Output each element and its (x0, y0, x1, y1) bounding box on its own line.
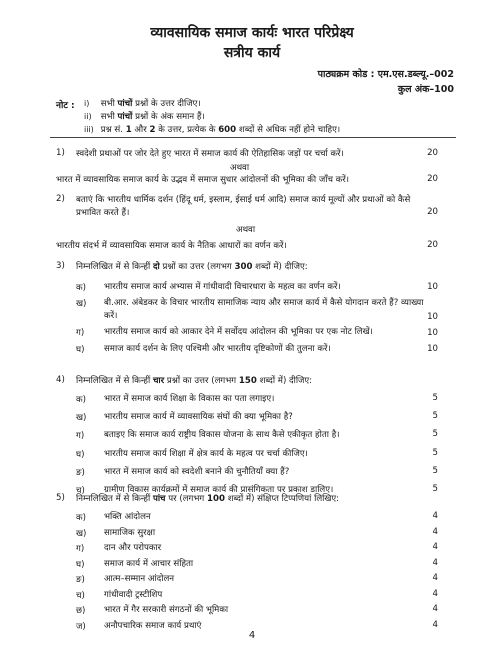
sub-question-marks: 4 (432, 604, 438, 614)
course-code: पाठ्यक्रम कोड : एम.एस.डब्ल्यू.–002 (317, 69, 454, 80)
sub-question-label: ख) (76, 413, 87, 424)
sub-question-label: ङ) (76, 467, 85, 478)
question-text: प्रभावित करते हैं। (76, 208, 130, 218)
sub-question-text: भारतीय समाज कार्य में व्यावसायिक संघों की क्या भूमिका है? (104, 412, 293, 423)
sub-question-text: भारत में गैर सरकारी संगठनों की भूमिका (104, 605, 229, 615)
question-number: 2) (56, 194, 65, 204)
question-instruction: निम्नलिखित में से किन्हीं चार प्रश्नों का उत्तर (लगभग 150 शब्दों में) दीजिए: (76, 376, 313, 386)
sub-question-marks: 5 (432, 484, 438, 494)
sub-question-label: ज) (76, 621, 86, 632)
sub-question-marks: 4 (432, 588, 438, 599)
sub-question-marks: 4 (432, 511, 438, 521)
question-marks: 20 (427, 174, 438, 184)
question-marks: 20 (427, 240, 438, 250)
sub-question-label: घ) (76, 345, 85, 355)
sub-question-text: बी.आर. अंबेडकर के विचार भारतीय सामाजिक न्याय और समाज कार्य में कैसे योगदान करते हैं? व्याख्या (104, 298, 424, 308)
total-marks: कुल अंक–100 (397, 84, 454, 95)
note-item: ii) सभी पांचों प्रश्नों के अंक समान हैं। (84, 112, 205, 122)
note-item: i) सभी पांचों प्रश्नों के उत्तर दीजिए। (84, 99, 201, 109)
divider (50, 137, 456, 138)
sub-question-label: च) (76, 486, 85, 496)
question-instruction: निम्नलिखित में से किन्हीं पांच पर (लगभग 100 शब्दों में) संक्षिप्त टिप्पणियां लिखिए: (76, 494, 340, 504)
sub-question-label: ख) (76, 528, 87, 539)
sub-question-marks: 10 (427, 282, 438, 292)
sub-question-text: भारतीय समाज कार्य अभ्यास में गांधीवादी विचारधारा के महत्व का वर्णन करें। (104, 282, 341, 292)
sub-question-text: आत्म–सम्मान आंदोलन (104, 574, 175, 584)
question-number: 3) (56, 261, 65, 271)
sub-question-label: घ) (76, 449, 85, 460)
sub-question-marks: 5 (432, 411, 438, 422)
sub-question-text: भारतीय समाज कार्य शिक्षा में क्षेत्र कार्य के महत्व पर चर्चा कीजिए। (104, 448, 308, 459)
sub-question-marks: 5 (432, 429, 438, 440)
sub-question-text: दान और परोपकार (104, 543, 162, 553)
sub-question-marks: 10 (427, 328, 438, 338)
sub-question-marks: 10 (427, 312, 438, 322)
sub-question-marks: 10 (427, 344, 438, 354)
question-number: 4) (56, 375, 65, 385)
question-number: 5) (56, 493, 65, 503)
sub-question-text: ग्रामीण विकास कार्यक्रमों में समाज कार्य की प्रासंगिकता पर प्रकाश डालिए। (104, 485, 334, 495)
question-alt-text: भारत में व्यावसायिक समाज कार्य के उद्भव में समाज सुधार आंदोलनों की भूमिका की जाँच करें। (56, 175, 350, 185)
page-number: 4 (248, 630, 256, 641)
question-instruction: निम्नलिखित में से किन्हीं दो प्रश्नों का उत्तर (लगभग 300 शब्दों में) दीजिए: (76, 262, 308, 272)
sub-question-marks: 4 (432, 619, 438, 630)
sub-question-text: समाज कार्य में आचार संहिता (104, 558, 194, 569)
sub-question-marks: 4 (432, 526, 438, 537)
sub-question-label: ख) (76, 299, 87, 309)
sub-question-text: समाज कार्य दर्शन के लिए पश्चिमी और भारतीय दृष्टिकोणों की तुलना करें। (104, 344, 331, 354)
or-label: अथवा (230, 163, 250, 173)
question-alt-text: भारतीय संदर्भ में व्यावसायिक समाज कार्य के नैतिक आधारों का वर्णन करें। (56, 241, 287, 251)
sub-question-marks: 4 (432, 573, 438, 583)
sub-question-text: भक्ति आंदोलन (104, 512, 151, 522)
sub-question-label: क) (76, 283, 86, 293)
sub-question-text: भारत में समाज कार्य को स्वदेशी बनाने की चुनौतियाँ क्या हैं? (104, 466, 290, 477)
question-text: स्वदेशी प्रथाओं पर जोर देते हुए भारत में समाज कार्य की ऐतिहासिक जड़ों पर चर्चा करें। (76, 149, 344, 159)
sub-question-label: ग) (76, 328, 85, 338)
or-label: अथवा (236, 225, 256, 235)
question-number: 1) (56, 148, 65, 158)
sub-question-text: गांधीवादी ट्रस्टीशिप (104, 589, 163, 600)
note-label: नोट : (56, 101, 75, 111)
sub-question-text: भारत में समाज कार्य शिक्षा के विकास का पता लगाइए। (104, 394, 275, 404)
note-item: iii) प्रश्न सं. 1 और 2 के उत्तर, प्रत्येक के 600 शब्दों से अधिक नहीं होने चाहिए। (84, 125, 341, 135)
sub-question-text: करें। (104, 311, 118, 321)
question-marks: 20 (427, 207, 438, 217)
sub-question-label: ङ) (76, 575, 85, 585)
sub-question-marks: 5 (432, 393, 438, 403)
sub-question-marks: 4 (432, 542, 438, 552)
question-text: बताएं कि भारतीय धार्मिक दर्शन (हिंदू धर्म, इस्लाम, ईसाई धर्म आदि) समाज कार्य मूल्यों और प्रथाओं को कैसे (76, 195, 411, 205)
sub-question-label: घ) (76, 559, 85, 570)
sub-question-marks: 4 (432, 557, 438, 568)
sub-question-label: छ) (76, 606, 86, 616)
document-subtitle: सत्रीय कार्य (223, 45, 281, 61)
sub-question-text: अनौपचारिक समाज कार्य प्रथाएं (104, 620, 202, 631)
question-marks: 20 (427, 148, 438, 158)
sub-question-label: क) (76, 395, 86, 405)
sub-question-label: ग) (76, 544, 85, 554)
sub-question-label: च) (76, 590, 85, 601)
sub-question-text: भारतीय समाज कार्य को आकार देने में सर्वोदय आंदोलन की भूमिका पर एक नोट लिखें। (104, 327, 373, 337)
sub-question-label: ग) (76, 431, 85, 442)
sub-question-marks: 5 (432, 465, 438, 476)
sub-question-text: सामाजिक सुरक्षा (104, 527, 156, 538)
sub-question-marks: 5 (432, 447, 438, 458)
sub-question-label: क) (76, 513, 86, 523)
document-title: व्यावसायिक समाज कार्यः भारत परिप्रेक्ष्य (150, 25, 354, 41)
sub-question-text: बताइए कि समाज कार्य राष्ट्रीय विकास योजना के साथ कैसे एकीकृत होता है। (104, 430, 340, 441)
